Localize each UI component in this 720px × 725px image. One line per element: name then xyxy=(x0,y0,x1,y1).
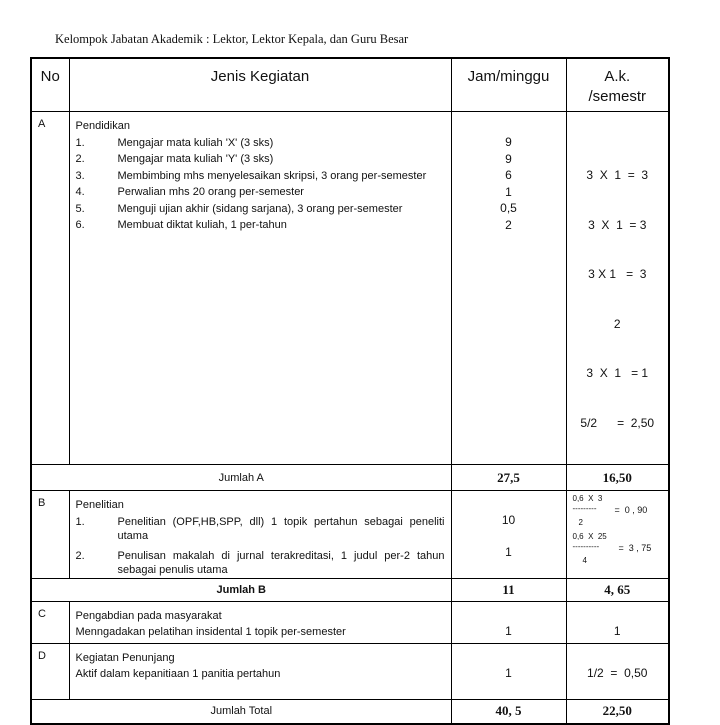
table-row xyxy=(31,643,669,699)
list-item xyxy=(76,151,445,168)
activity-table xyxy=(30,57,670,725)
ak-cell xyxy=(566,112,669,465)
jam-cell xyxy=(451,491,566,579)
list-item xyxy=(76,217,445,234)
fraction-denominator: 2 xyxy=(578,518,583,527)
jam-value: 1 xyxy=(451,601,566,643)
jam-value: 2 xyxy=(505,217,512,232)
item-text: Mengajar mata kuliah 'Y' (3 sks) xyxy=(117,153,274,165)
ak-value: 3 X 1 = 3 xyxy=(588,217,647,232)
item-text: Membimbing mhs menyelesaikan skripsi, 3 orang per-semester xyxy=(117,169,427,182)
section-heading: Pengabdian pada masyarakat xyxy=(75,609,222,622)
ak-value: 1/2 = 0,50 xyxy=(566,643,669,699)
item-number: 2. xyxy=(75,549,85,562)
jam-value: 9 xyxy=(505,135,512,149)
list-item xyxy=(76,184,445,201)
list-item xyxy=(76,548,445,578)
total-label: Jumlah Total xyxy=(31,699,451,724)
sum-row-b xyxy=(31,578,669,601)
section-code: C xyxy=(31,601,69,643)
item-text: Membuat diktat kuliah, 1 per-tahun xyxy=(117,219,287,231)
section-d-desc xyxy=(69,643,451,699)
total-ak: 22,50 xyxy=(566,699,669,724)
jam-value: 10 xyxy=(501,513,516,527)
table-row xyxy=(31,112,669,465)
section-code: B xyxy=(31,491,69,579)
item-number: 2. xyxy=(75,153,85,165)
item-text: Perwalian mhs 20 orang per-semester xyxy=(117,186,304,198)
sum-jam: 11 xyxy=(451,578,566,601)
item-number: 6. xyxy=(75,219,85,231)
item-text: Mengajar mata kuliah 'X' (3 sks) xyxy=(117,136,274,149)
ak-value: 5/2 = 2,50 xyxy=(580,415,655,430)
table-row xyxy=(31,491,669,579)
ak-value: 3 X 1 = 3 xyxy=(586,168,649,182)
section-c-desc xyxy=(69,601,451,643)
fraction-denominator: 4 xyxy=(582,556,587,565)
fraction-numerator: 0,6 X 25 xyxy=(572,532,607,541)
section-code: D xyxy=(31,643,69,699)
fraction-result: = 3 , 75 xyxy=(618,543,652,553)
sum-row-a xyxy=(31,465,669,491)
item-number: 3. xyxy=(75,169,85,182)
jam-value: 1 xyxy=(505,545,512,559)
fraction-numerator: 0,6 X 3 xyxy=(572,494,603,503)
sum-jam: 27,5 xyxy=(451,465,566,491)
sum-label: Jumlah A xyxy=(31,465,451,491)
total-jam: 40, 5 xyxy=(451,699,566,724)
section-heading: Pendidikan xyxy=(75,120,130,132)
fraction-line: --------- xyxy=(572,504,597,513)
list-item xyxy=(76,168,445,185)
ak-value: 1 xyxy=(566,601,669,643)
section-b-desc xyxy=(69,491,451,579)
header-ak: A.k. /semestr xyxy=(566,58,669,112)
ak-value: 3 X 1 = 1 xyxy=(586,366,649,380)
jam-value: 6 xyxy=(505,168,512,182)
section-code: A xyxy=(31,112,69,465)
jam-value: 1 xyxy=(451,643,566,699)
item-number: 1. xyxy=(75,515,85,528)
item-number: 5. xyxy=(75,202,85,215)
total-row xyxy=(31,699,669,724)
section-heading: Kegiatan Penunjang xyxy=(75,651,175,664)
fraction-result: = 0 , 90 xyxy=(614,505,648,515)
item-text: Penelitian (OPF,HB,SPP, dll) 1 topik pertahun sebagai peneliti utama xyxy=(117,515,445,542)
sum-label: Jumlah B xyxy=(31,578,451,601)
ak-value: 2 xyxy=(613,316,621,331)
header-no: No xyxy=(31,58,69,112)
section-line: Menngadakan pelatihan insidental 1 topik per-semester xyxy=(75,626,346,638)
document-title: Kelompok Jabatan Akademik : Lektor, Lektor Kepala, dan Guru Besar xyxy=(55,32,409,46)
section-heading: Penelitian xyxy=(75,499,124,511)
table-header xyxy=(31,58,669,112)
header-jenis: Jenis Kegiatan xyxy=(69,58,451,112)
ak-fraction xyxy=(567,532,669,570)
jam-cell xyxy=(451,112,566,465)
table-row xyxy=(31,601,669,643)
list-item xyxy=(76,201,445,218)
ak-cell xyxy=(566,491,669,579)
sum-ak: 4, 65 xyxy=(566,578,669,601)
sum-ak: 16,50 xyxy=(566,465,669,491)
list-item xyxy=(76,514,445,544)
ak-fraction xyxy=(567,494,669,532)
fraction-line: ---------- xyxy=(572,542,600,551)
section-line: Aktif dalam kepanitiaan 1 panitia pertahun xyxy=(75,668,281,680)
jam-value: 0,5 xyxy=(500,201,517,215)
section-a-desc xyxy=(69,112,451,465)
item-number: 4. xyxy=(75,186,85,198)
ak-value: 3 X 1 = 3 xyxy=(588,267,647,281)
item-number: 1. xyxy=(75,136,85,149)
item-text: Penulisan makalah di jurnal terakreditasi, 1 judul per-2 tahun sebagai penulis utama xyxy=(117,549,445,576)
item-text: Menguji ujian akhir (sidang sarjana), 3 orang per-semester xyxy=(117,202,403,215)
jam-value: 9 xyxy=(505,151,512,166)
list-item xyxy=(76,135,445,152)
jam-value: 1 xyxy=(505,184,512,199)
header-jam: Jam/minggu xyxy=(451,58,566,112)
